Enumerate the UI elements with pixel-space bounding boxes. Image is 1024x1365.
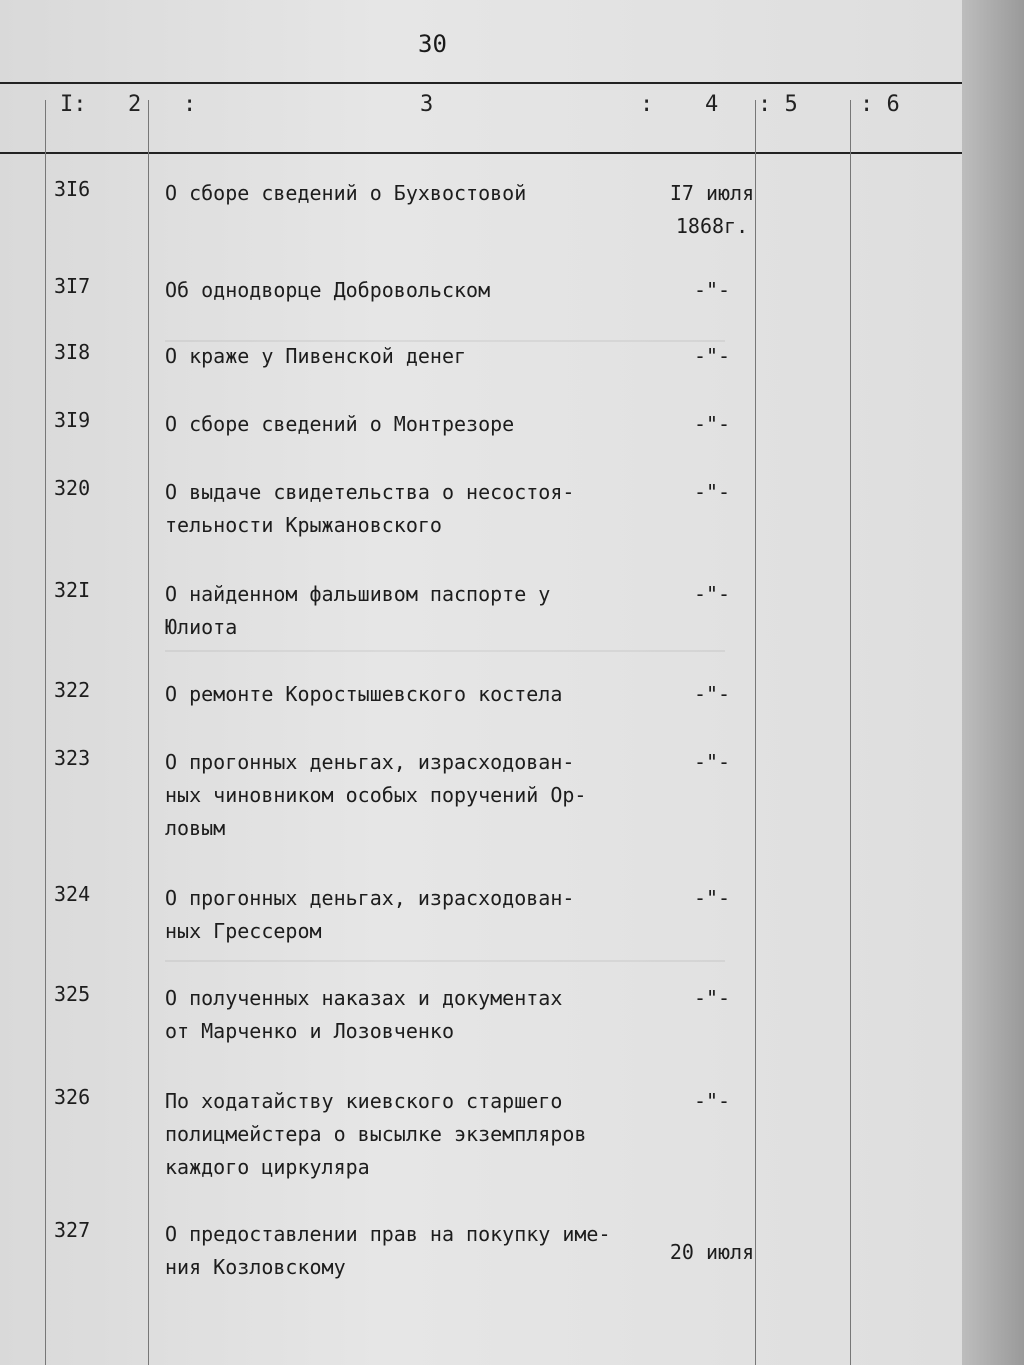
row-date: -"-: [693, 986, 731, 1010]
row-title: О сборе сведений о Монтрезоре: [165, 412, 515, 436]
header-separator: :: [183, 92, 197, 117]
row-number: 32I: [54, 578, 91, 602]
row-date: I7 июля 1868г.: [669, 181, 755, 238]
row-number: 327: [54, 1218, 91, 1242]
header-col4-separator: :: [640, 92, 654, 117]
header-col5: : 5: [758, 92, 798, 117]
row-date: -"-: [693, 412, 731, 436]
row-date: -"-: [693, 344, 731, 368]
row-date: -"-: [693, 750, 731, 774]
row-title: О предоставлении прав на покупку име- ния Козловскому: [165, 1222, 611, 1279]
row-number: 325: [54, 982, 91, 1006]
row-date: -"-: [693, 278, 731, 302]
row-title: О найденном фальшивом паспорте у Юлиота: [165, 582, 551, 639]
row-title: О полученных наказах и документах от Марченко и Лозовченко: [165, 986, 563, 1043]
row-date: -"-: [693, 886, 731, 910]
page-edge-shadow: [962, 0, 1024, 1365]
row-number: 323: [54, 746, 91, 770]
row-title: О выдаче свидетельства о несостоя- тельности Крыжановского: [165, 480, 575, 537]
column-divider: [45, 100, 46, 1365]
row-title: Об однодворце Добровольском: [165, 278, 491, 302]
row-date: 20 июля: [669, 1240, 755, 1264]
row-title: О краже у Пивенской денег: [165, 344, 467, 368]
row-number: 326: [54, 1085, 91, 1109]
header-col3: 3: [420, 92, 434, 117]
row-title: О ремонте Коростышевского костела: [165, 682, 563, 706]
row-number: 3I7: [54, 274, 91, 298]
row-date: -"-: [693, 582, 731, 606]
row-number: 320: [54, 476, 91, 500]
page-number: 30: [418, 30, 447, 58]
header-bottom-rule: [0, 152, 962, 154]
header-col1: I:: [60, 92, 87, 117]
row-number: 3I8: [54, 340, 91, 364]
bleed-through-mark: [165, 650, 725, 652]
row-number: 322: [54, 678, 91, 702]
row-title: О прогонных деньгах, израсходован- ных Грессером: [165, 886, 575, 943]
row-date: -"-: [693, 480, 731, 504]
row-title: О сборе сведений о Бухвостовой: [165, 181, 527, 205]
column-divider: [850, 100, 851, 1365]
row-number: 324: [54, 882, 91, 906]
header-col6: : 6: [860, 92, 900, 117]
row-number: 3I9: [54, 408, 91, 432]
header-top-rule: [0, 82, 962, 84]
bleed-through-mark: [165, 960, 725, 962]
row-number: 3I6: [54, 177, 91, 201]
column-divider: [148, 100, 149, 1365]
header-col4: 4: [705, 92, 719, 117]
row-date: -"-: [693, 1089, 731, 1113]
row-date: -"-: [693, 682, 731, 706]
row-title: О прогонных деньгах, израсходован- ных чиновником особых поручений Ор- ловым: [165, 750, 587, 840]
row-title: По ходатайству киевского старшего полицмейстера о высылке экземпляров каждого циркуляра: [165, 1089, 587, 1179]
header-col2: 2: [128, 92, 142, 117]
